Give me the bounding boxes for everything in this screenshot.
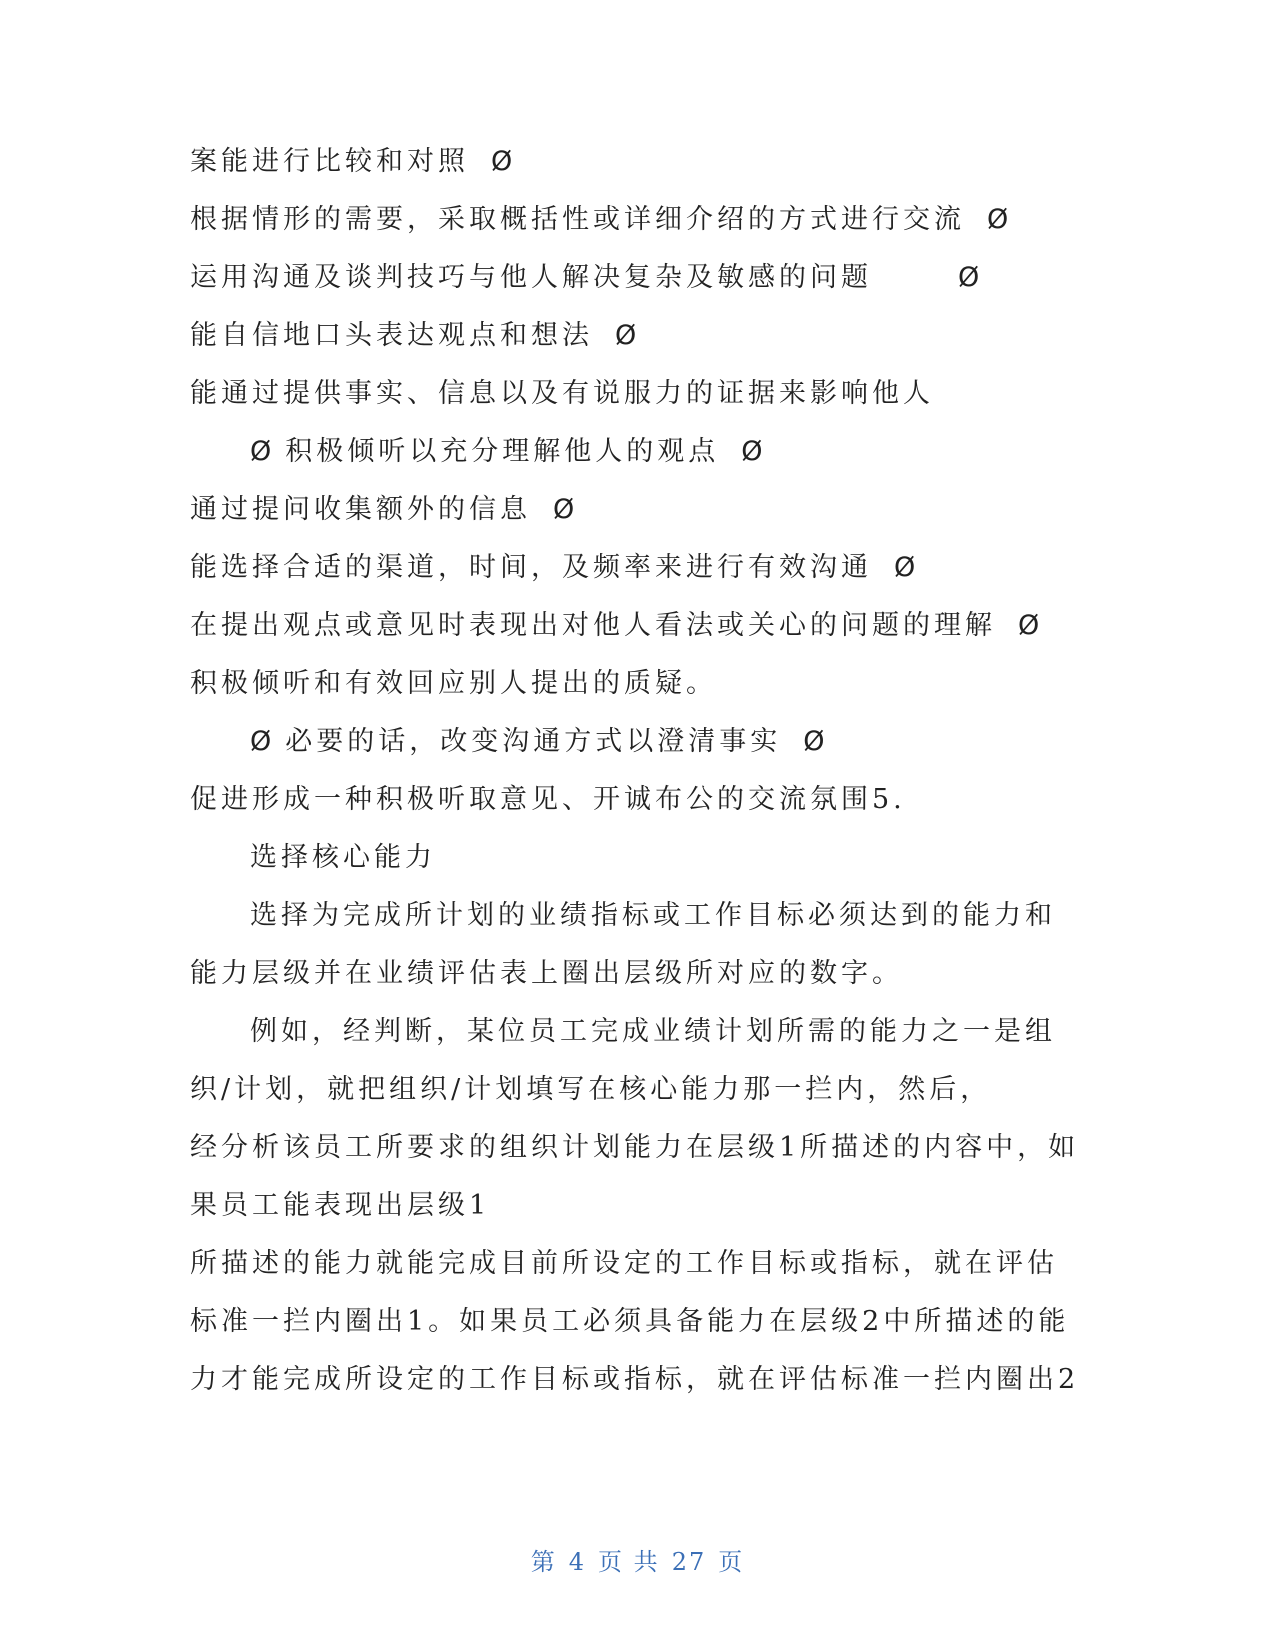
text-line-8: 能选择合适的渠道，时间，及频率来进行有效沟通 Ø bbox=[190, 552, 920, 583]
empty-set-symbol: Ø bbox=[491, 146, 517, 177]
paragraph-line: 能力层级并在业绩评估表上圈出层级所对应的数字。 bbox=[190, 958, 903, 989]
text-line-9: 在提出观点或意见时表现出对他人看法或关心的问题的理解 Ø bbox=[190, 610, 1044, 641]
page-footer bbox=[0, 1542, 1275, 1577]
empty-set-symbol: Ø bbox=[987, 204, 1013, 235]
section-heading: 选择核心能力 bbox=[250, 842, 436, 873]
empty-set-symbol: Ø bbox=[553, 494, 579, 525]
text-line-1: 案能进行比较和对照 Ø bbox=[190, 146, 517, 177]
paragraph-line: 织/计划，就把组织/计划填写在核心能力那一拦内，然后， bbox=[190, 1074, 992, 1105]
footer-total-pages: 27 bbox=[671, 1548, 707, 1576]
text-line-11: Ø 必要的话，改变沟通方式以澄清事实 Ø bbox=[250, 726, 829, 757]
text-line-5: 能通过提供事实、信息以及有说服力的证据来影响他人 bbox=[190, 378, 934, 409]
text-line-7: 通过提问收集额外的信息 Ø bbox=[190, 494, 579, 525]
empty-set-symbol: Ø bbox=[250, 726, 276, 757]
text-line-6: Ø 积极倾听以充分理解他人的观点 Ø bbox=[250, 436, 767, 467]
empty-set-symbol: Ø bbox=[1018, 610, 1044, 641]
text-line-12: 促进形成一种积极听取意见、开诚布公的交流氛围5. bbox=[190, 784, 906, 815]
paragraph-line: 例如，经判断，某位员工完成业绩计划所需的能力之一是组 bbox=[250, 1016, 1056, 1047]
empty-set-symbol: Ø bbox=[615, 320, 641, 351]
paragraph-line: 选择为完成所计划的业绩指标或工作目标必须达到的能力和 bbox=[250, 900, 1056, 931]
footer-prefix: 第 bbox=[530, 1548, 557, 1576]
text-line-3: 运用沟通及谈判技巧与他人解决复杂及敏感的问题 Ø bbox=[190, 262, 984, 293]
paragraph-line: 力才能完成所设定的工作目标或指标，就在评估标准一拦内圈出2 bbox=[190, 1364, 1080, 1395]
empty-set-symbol: Ø bbox=[894, 552, 920, 583]
empty-set-symbol: Ø bbox=[958, 262, 984, 293]
text-line-4: 能自信地口头表达观点和想法 Ø bbox=[190, 320, 641, 351]
paragraph-line: 果员工能表现出层级1 bbox=[190, 1190, 491, 1221]
empty-set-symbol: Ø bbox=[741, 436, 767, 467]
paragraph-line: 经分析该员工所要求的组织计划能力在层级1所描述的内容中，如 bbox=[190, 1132, 1080, 1163]
paragraph-line: 所描述的能力就能完成目前所设定的工作目标或指标，就在评估 bbox=[190, 1248, 1058, 1279]
paragraph-line: 标准一拦内圈出1。如果员工必须具备能力在层级2中所描述的能 bbox=[190, 1306, 1070, 1337]
text-line-10: 积极倾听和有效回应别人提出的质疑。 bbox=[190, 668, 717, 699]
footer-suffix: 页 bbox=[718, 1548, 745, 1576]
footer-mid: 页 共 bbox=[598, 1548, 660, 1576]
footer-page-number: 4 bbox=[568, 1548, 587, 1576]
empty-set-symbol: Ø bbox=[803, 726, 829, 757]
empty-set-symbol: Ø bbox=[250, 436, 276, 467]
text-line-2: 根据情形的需要，采取概括性或详细介绍的方式进行交流 Ø bbox=[190, 204, 1013, 235]
